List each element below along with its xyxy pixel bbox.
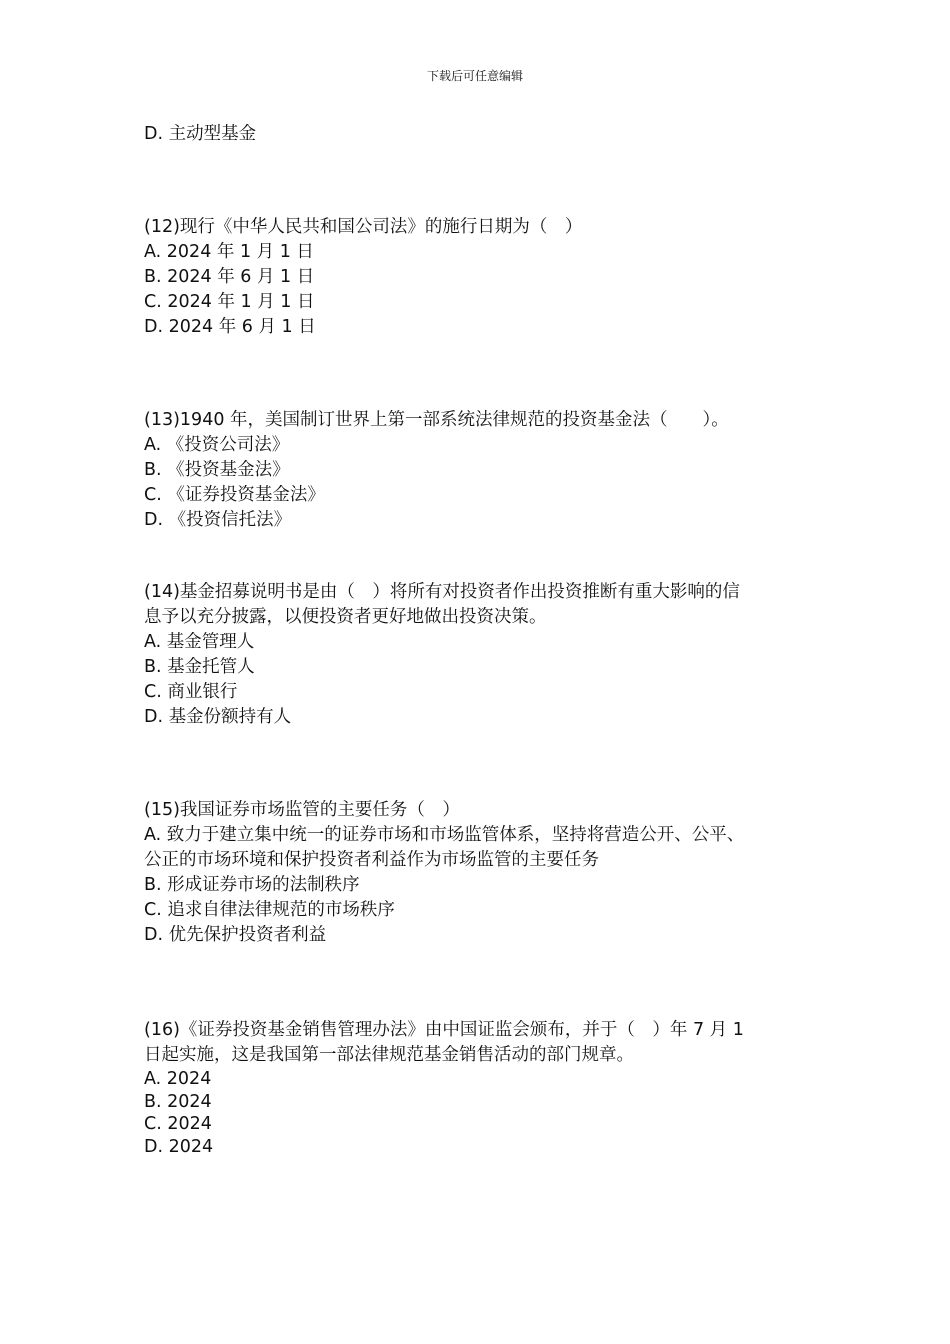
option-c: C. 2024 年 1 月 1 日	[144, 292, 315, 312]
question-stem: (12)现行《中华人民共和国公司法》的施行日期为（ ）	[144, 217, 583, 237]
option-b: B. 2024 年 6 月 1 日	[144, 267, 315, 287]
option-a-line-2: 公正的市场环境和保护投资者利益作为市场监管的主要任务	[144, 850, 599, 870]
option-c: C. 《证券投资基金法》	[144, 485, 325, 505]
option-d: D. 基金份额持有人	[144, 707, 292, 727]
option-b: B. 2024	[144, 1091, 212, 1112]
page-header: 下载后可任意编辑	[426, 69, 523, 83]
question-stem-line-1: (14)基金招募说明书是由（ ）将所有对投资者作出投资推断有重大影响的信	[144, 582, 740, 602]
option-c: C. 商业银行	[144, 682, 238, 702]
option-a-line-1: A. 致力于建立集中统一的证券市场和市场监管体系，坚持将营造公开、公平、	[144, 825, 745, 845]
question-stem-line-1: (16)《证券投资基金销售管理办法》由中国证监会颁布，并于（ ）年 7 月 1	[144, 1020, 744, 1040]
question-stem: (15)我国证券市场监管的主要任务（ ）	[144, 800, 460, 820]
option-a: A. 2024 年 1 月 1 日	[144, 242, 314, 262]
option-b: B. 形成证券市场的法制秩序	[144, 875, 360, 895]
question-stem-line-2: 日起实施，这是我国第一部法律规范基金销售活动的部门规章。	[144, 1045, 634, 1065]
question-12	[144, 215, 804, 340]
option-c: C. 追求自律法律规范的市场秩序	[144, 900, 395, 920]
option-a: A. 《投资公司法》	[144, 435, 290, 455]
option-d: D. 2024 年 6 月 1 日	[144, 317, 316, 337]
option-d: D. 2024	[144, 1136, 214, 1157]
option-a: A. 2024	[144, 1069, 212, 1089]
question-stem: (13)1940 年，美国制订世界上第一部系统法律规范的投资基金法（ ）。	[144, 410, 729, 430]
question-13	[144, 408, 804, 533]
question-14	[144, 580, 804, 730]
option-c: C. 2024	[144, 1114, 212, 1134]
option-b: B. 《投资基金法》	[144, 460, 290, 480]
question-stem-line-2: 息予以充分披露，以便投资者更好地做出投资决策。	[144, 607, 547, 627]
option-d: D. 主动型基金	[144, 124, 257, 144]
question-11-tail	[144, 122, 804, 147]
option-a: A. 基金管理人	[144, 632, 255, 652]
option-b: B. 基金托管人	[144, 657, 255, 677]
question-16	[144, 1018, 804, 1158]
option-d: D. 《投资信托法》	[144, 510, 292, 530]
option-d: D. 优先保护投资者利益	[144, 925, 327, 945]
question-15	[144, 798, 804, 948]
